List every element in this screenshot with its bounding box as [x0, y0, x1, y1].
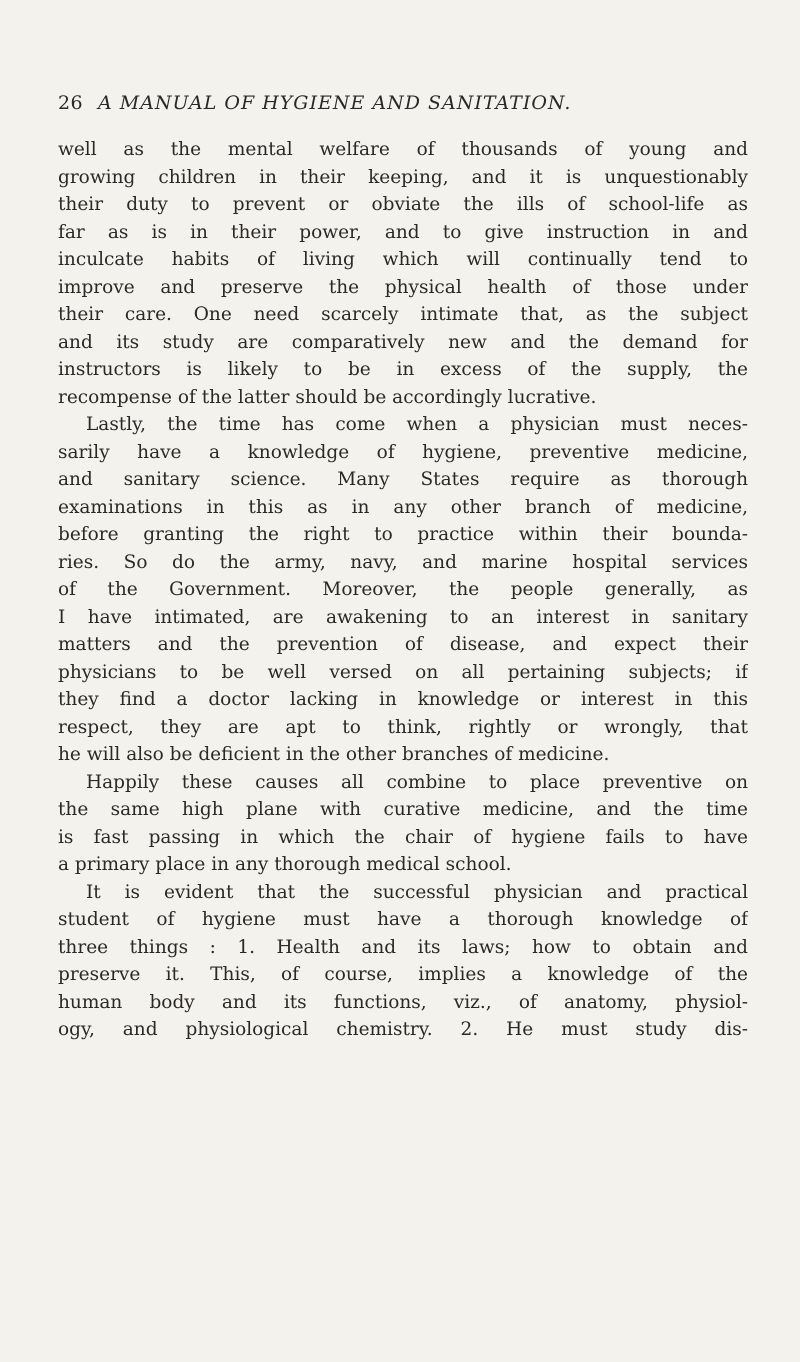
- text-line: three things : 1. Health and its laws; how to obtain and: [58, 936, 748, 958]
- text-line: before granting the right to practice within their bounda-: [58, 524, 748, 545]
- text-line: well as the mental welfare of thousands of young and: [58, 139, 748, 160]
- text-line: ries. So do the army, navy, and marine hospital services: [58, 551, 748, 573]
- text-line: inculcate habits of living which will continually tend to: [58, 249, 748, 270]
- text-line: the same high plane with curative medicine, and the time: [58, 799, 748, 820]
- text-line: matters and the prevention of disease, and expect their: [58, 634, 748, 655]
- text-line: and its study are comparatively new and the demand for: [58, 331, 748, 353]
- text-line: a primary place in any thorough medical school.: [58, 854, 512, 875]
- text-line: instructors is likely to be in excess of the supply, the: [58, 359, 748, 380]
- text-line: student of hygiene must have a thorough knowledge of: [58, 909, 748, 930]
- body-text: [58, 136, 748, 1044]
- text-line: recompense of the latter should be accordingly lucrative.: [58, 386, 597, 408]
- text-line: Lastly, the time has come when a physician must neces-: [86, 414, 748, 435]
- text-line: and sanitary science. Many States require as thorough: [58, 469, 748, 490]
- text-line: It is evident that the successful physician and practical: [86, 881, 748, 903]
- text-line: ogy, and physiological chemistry. 2. He must study dis-: [58, 1019, 748, 1040]
- text-line: physicians to be well versed on all pertaining subjects; if: [58, 661, 748, 683]
- text-line: I have intimated, are awakening to an interest in sanitary: [58, 606, 748, 628]
- text-line: human body and its functions, viz., of anatomy, physiol-: [58, 991, 748, 1013]
- text-line: improve and preserve the physical health of those under: [58, 276, 748, 298]
- text-line: examinations in this as in any other branch of medicine,: [58, 496, 748, 518]
- text-line: far as is in their power, and to give instruction in and: [58, 221, 748, 243]
- running-title: A MANUAL OF HYGIENE AND SANITATION.: [98, 92, 572, 114]
- text-line: their care. One need scarcely intimate that, as the subject: [58, 304, 748, 325]
- text-line: he will also be deficient in the other branches of medicine.: [58, 744, 610, 765]
- text-line: sarily have a knowledge of hygiene, preventive medicine,: [58, 441, 748, 463]
- text-line: is fast passing in which the chair of hygiene fails to have: [58, 826, 748, 848]
- running-head: [58, 92, 748, 120]
- text-line: preserve it. This, of course, implies a knowledge of the: [58, 964, 748, 985]
- text-line: their duty to prevent or obviate the ills of school-life as: [58, 194, 748, 215]
- text-line: respect, they are apt to think, rightly or wrongly, that: [58, 716, 748, 738]
- text-line: of the Government. Moreover, the people generally, as: [58, 579, 748, 600]
- text-line: Happily these causes all combine to place preventive on: [86, 771, 748, 793]
- text-line: growing children in their keeping, and it is unquestionably: [58, 166, 748, 188]
- page-number: 26: [58, 92, 83, 114]
- text-line: they find a doctor lacking in knowledge or interest in this: [58, 689, 748, 710]
